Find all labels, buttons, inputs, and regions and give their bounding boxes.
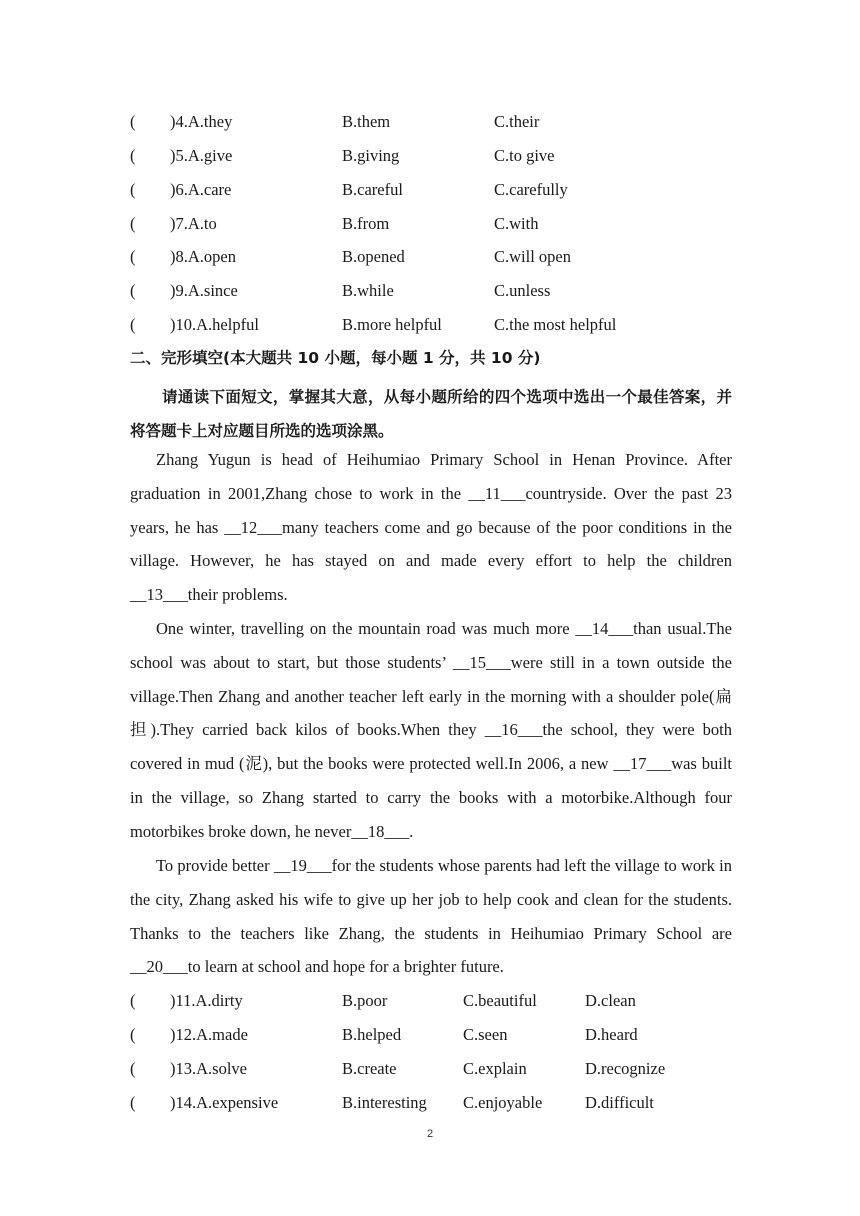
option-b: B.careful: [342, 180, 403, 199]
option-a: )8.A.open: [170, 247, 236, 266]
option-b: B.create: [342, 1059, 397, 1078]
option-b: B.more helpful: [342, 315, 442, 334]
answer-bracket: (: [130, 146, 136, 165]
option-b: B.helped: [342, 1025, 402, 1044]
section-heading: 二、完形填空(本大题共 10 小题，每小题 1 分，共 10 分): [130, 349, 541, 367]
option-a: )10.A.helpful: [170, 315, 259, 334]
option-b: B.from: [342, 214, 390, 233]
option-c: C.to give: [494, 146, 555, 165]
option-c: C.unless: [494, 281, 551, 300]
answer-bracket: (: [130, 1025, 136, 1044]
answer-bracket: (: [130, 247, 136, 266]
option-a: )7.A.to: [170, 214, 217, 233]
option-c: C.carefully: [494, 180, 568, 199]
option-b: B.poor: [342, 991, 388, 1010]
option-b: B.giving: [342, 146, 400, 165]
option-a: )9.A.since: [170, 281, 238, 300]
option-d: D.recognize: [585, 1059, 666, 1078]
option-b: B.interesting: [342, 1093, 427, 1112]
option-a: )11.A.dirty: [170, 991, 243, 1010]
passage-paragraph-3: To provide better __19___for the students whose parents had left the village to work in the city, Zhang asked his wife to give up her job to help cook and clean for the students. Thanks to the teachers like Zhang, the students in Heihumiao Primary School are __20___to learn at school and hope for a brighter future.: [130, 856, 732, 977]
answer-bracket: (: [130, 112, 136, 131]
option-c: C.will open: [494, 247, 571, 266]
option-c: C.explain: [463, 1059, 527, 1078]
option-a: )4.A.they: [170, 112, 233, 131]
option-a: )14.A.expensive: [170, 1093, 279, 1112]
option-d: D.clean: [585, 991, 636, 1010]
option-c: C.seen: [463, 1025, 508, 1044]
answer-bracket: (: [130, 991, 136, 1010]
option-b: B.them: [342, 112, 391, 131]
answer-bracket: (: [130, 214, 136, 233]
option-d: D.difficult: [585, 1093, 654, 1112]
option-c: C.enjoyable: [463, 1093, 543, 1112]
option-d: D.heard: [585, 1025, 638, 1044]
option-c: C.beautiful: [463, 991, 537, 1010]
passage-paragraph-2: One winter, travelling on the mountain road was much more __14___than usual.The school was about to start, but those students’ __15___were still in a town outside the village.Then Zhang and another teacher left early in the morning with a shoulder pole(扁担).They carried back kilos of books.When they __16___the school, they were both covered in mud (泥), but the books were protected well.In 2006, a new __17___was built in the village, so Zhang started to carry the books with a motorbike.Although four motorbikes broke down, he never__18___.: [130, 619, 732, 841]
option-b: B.opened: [342, 247, 405, 266]
answer-bracket: (: [130, 1093, 136, 1112]
answer-bracket: (: [130, 315, 136, 334]
page-number: 2: [426, 1128, 434, 1140]
option-a: )13.A.solve: [170, 1059, 247, 1078]
option-a: )6.A.care: [170, 180, 232, 199]
option-a: )5.A.give: [170, 146, 233, 165]
option-c: C.their: [494, 112, 540, 131]
passage-paragraph-1: Zhang Yugun is head of Heihumiao Primary School in Henan Province. After graduation in 2001,Zhang chose to work in the __11___countryside. Over the past 23 years, he has __12___many teachers come and go because of the poor conditions in the village. However, he has stayed on and made every effort to help the children __13___their problems.: [130, 450, 732, 605]
option-c: C.the most helpful: [494, 315, 617, 334]
option-a: )12.A.made: [170, 1025, 248, 1044]
option-b: B.while: [342, 281, 394, 300]
answer-bracket: (: [130, 1059, 136, 1078]
answer-bracket: (: [130, 180, 136, 199]
section-instruction: 请通读下面短文，掌握其大意，从每小题所给的四个选项中选出一个最佳答案，并将答题卡上对应题目所选的选项涂黑。: [130, 388, 732, 440]
answer-bracket: (: [130, 281, 136, 300]
option-c: C.with: [494, 214, 539, 233]
